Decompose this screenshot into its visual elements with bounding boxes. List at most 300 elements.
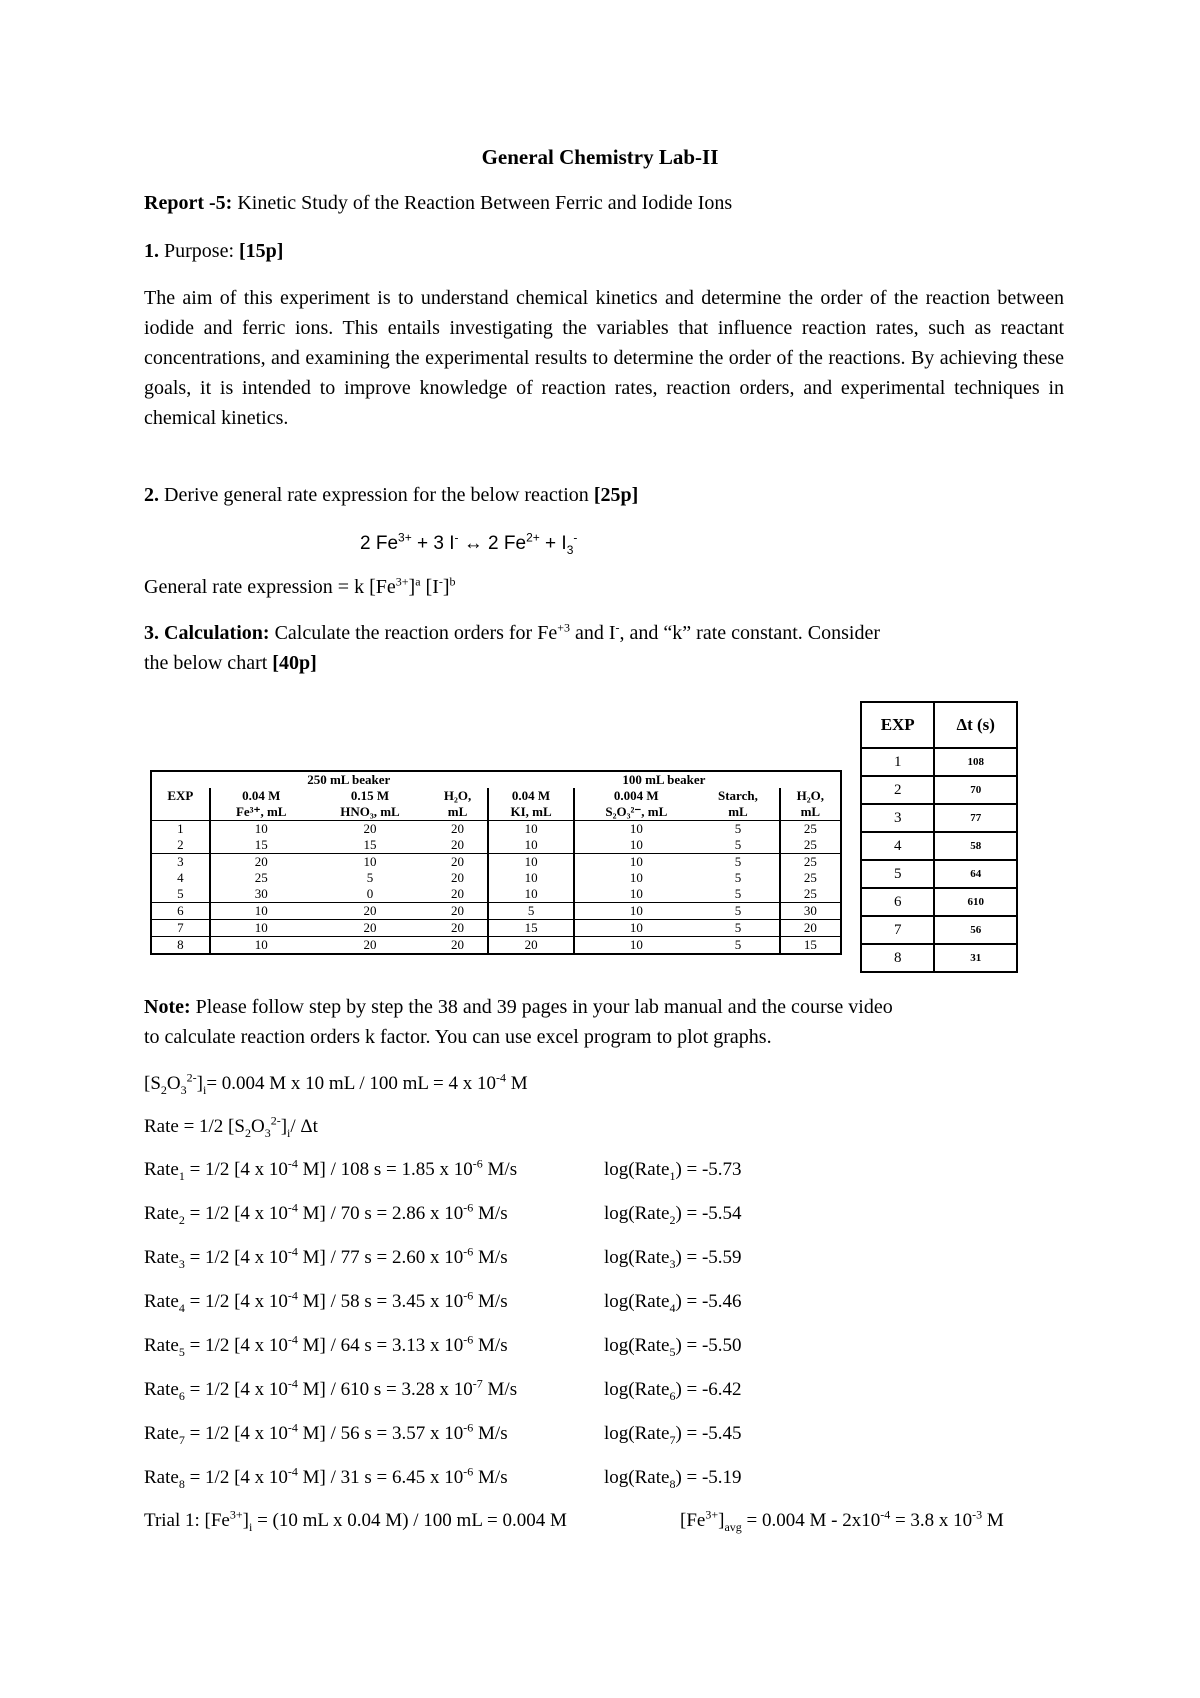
log-rate [604, 1467, 742, 1489]
rate-index: 7 [669, 1432, 676, 1447]
text: = 1/2 [4 x 10 [184, 1159, 288, 1180]
log-value: -5.50 [701, 1335, 742, 1356]
table-cell: 15 [488, 920, 575, 937]
column-header: EXP [151, 788, 210, 804]
rate-value: 3.45 [392, 1291, 426, 1312]
table-cell: 25 [780, 886, 841, 903]
text: s = [359, 1291, 393, 1312]
charge: 3+ [395, 574, 409, 589]
text: ) = [675, 1423, 702, 1444]
text: x 10 [425, 1203, 464, 1224]
table-row [151, 886, 841, 903]
table-cell: 15 [780, 937, 841, 955]
text: x 10 [425, 1247, 464, 1268]
text: ) = [675, 1203, 702, 1224]
table-row [151, 821, 841, 838]
table-cell: 20 [312, 920, 429, 937]
table-cell: 15 [363, 837, 377, 852]
section-text: Calculate the reaction orders for Fe [269, 622, 558, 644]
log-value: -5.59 [701, 1247, 742, 1268]
time-table [860, 701, 1018, 973]
rate-index: 2 [178, 1212, 185, 1227]
column-header: 0.04 M [488, 788, 575, 804]
time-table-row [861, 860, 1017, 888]
note-line-2: to calculate reaction orders k factor. You can use excel program to plot graphs. [144, 1026, 772, 1048]
table-cell: 30 [254, 886, 268, 901]
time-table-row [861, 832, 1017, 860]
text: x 10 [434, 1379, 473, 1400]
column-header-unit [151, 804, 210, 821]
text: Rate = 1/2 [S [144, 1116, 245, 1137]
text: ) = [675, 1467, 702, 1488]
exp-number: 7 [861, 916, 934, 944]
table-row [151, 920, 841, 937]
table-cell: 3 [151, 854, 210, 871]
text: M] / [297, 1203, 341, 1224]
table-cell: 20 [428, 870, 487, 886]
text: [Fe [680, 1510, 706, 1531]
exponent: -4 [287, 1464, 298, 1479]
section-number: 1. [144, 240, 159, 262]
group-header-250: 250 mL beaker [210, 771, 488, 788]
text: Rate [144, 1247, 179, 1268]
table-cell: 7 [151, 920, 210, 937]
time-value: 70 [340, 1203, 360, 1224]
table-cell: 2 [151, 837, 210, 854]
table-cell: 1 [151, 821, 210, 838]
table-cell: 25 [780, 854, 841, 871]
column-header: 0.004 M [574, 788, 697, 804]
column-header-unit: mL [428, 804, 487, 821]
rate-line [144, 1288, 742, 1315]
subscript: 2 [160, 1082, 167, 1097]
table-row [151, 837, 841, 854]
rate-line [144, 1200, 742, 1227]
exponent: -6 [463, 1332, 474, 1347]
product-i3: + I [539, 533, 567, 554]
rate-index: 5 [669, 1344, 676, 1359]
table-cell: 10 [210, 920, 312, 937]
text: x 10 [434, 1159, 473, 1180]
text: x 10 [425, 1467, 464, 1488]
note-text: Please follow step by step the 38 and 39 pages in your lab manual and the course video [190, 996, 893, 1018]
charge: 2+ [526, 530, 540, 545]
exp-number: 6 [861, 888, 934, 916]
rate-line [144, 1420, 742, 1447]
table-cell: 20 [210, 854, 312, 871]
text: O [250, 1116, 265, 1137]
table-cell: 5 [697, 903, 779, 920]
exp-number: 1 [861, 748, 934, 776]
text: M/s [473, 1247, 508, 1268]
text: M] / [297, 1423, 341, 1444]
group-header-100: 100 mL beaker [488, 771, 841, 788]
table-cell: 5 [734, 886, 742, 901]
exp-number: 5 [861, 860, 934, 888]
rate-index: 8 [669, 1476, 676, 1491]
text: ] [242, 1510, 249, 1531]
text: M] / [297, 1247, 341, 1268]
section-text: and I [570, 622, 616, 644]
table-cell: 10 [574, 920, 697, 937]
text: = 0.004 M - 2x10 [741, 1510, 881, 1531]
section-points: [15p] [239, 240, 284, 262]
report-label: Report -5: [144, 192, 233, 214]
charge: - [573, 530, 578, 545]
reagent-volume-table [150, 770, 842, 955]
charge: - [454, 530, 459, 545]
table-cell: 20 [312, 903, 429, 920]
log-rate [604, 1291, 742, 1313]
exponent: -6 [472, 1156, 483, 1171]
table-cell: 10 [254, 821, 268, 836]
note-line-1 [144, 996, 893, 1019]
text: [S [144, 1073, 161, 1094]
text: ] [718, 1510, 725, 1531]
reactant-i: + 3 I [411, 533, 455, 554]
log-value: -5.46 [701, 1291, 742, 1312]
text: ) = [675, 1335, 702, 1356]
column-header: Starch, [718, 788, 758, 803]
text: Rate [144, 1203, 179, 1224]
text: M] / [297, 1159, 341, 1180]
table-cell: 20 [488, 937, 575, 955]
time-value: 77 [934, 804, 1017, 832]
time-table-row [861, 748, 1017, 776]
text: / Δt [290, 1116, 318, 1137]
text: Rate [144, 1335, 179, 1356]
exponent: -7 [472, 1376, 483, 1391]
log-rate [604, 1379, 742, 1401]
time-table-row [861, 944, 1017, 972]
table-cell: 20 [428, 903, 487, 920]
column-header: 0.15 M [350, 788, 390, 803]
time-table-row [861, 776, 1017, 804]
thiosulfate-concentration [144, 1070, 528, 1097]
table-cell: 20 [428, 937, 487, 955]
table-cell: 0 [366, 886, 374, 901]
section-2-heading [144, 484, 638, 507]
rate-line [144, 1156, 742, 1183]
text: M/s [473, 1203, 508, 1224]
log-value: -5.73 [701, 1159, 742, 1180]
exponent: -4 [287, 1332, 298, 1347]
table-cell: 25 [780, 821, 841, 838]
table-cell: 10 [210, 937, 312, 955]
rate-index: 6 [669, 1388, 676, 1403]
text: ) = [675, 1159, 702, 1180]
column-header: H₂O, [780, 788, 841, 804]
text: = 1/2 [4 x 10 [184, 1203, 288, 1224]
rate-expression [144, 1156, 518, 1183]
table-cell: 10 [574, 870, 697, 886]
rate-line [144, 1332, 742, 1359]
table-cell: 20 [428, 854, 487, 871]
text: s = [359, 1467, 393, 1488]
section-text: the below chart [144, 652, 273, 674]
text: s = [359, 1247, 393, 1268]
time-value: 77 [340, 1247, 360, 1268]
text: = 1/2 [4 x 10 [184, 1379, 288, 1400]
text: x 10 [425, 1423, 464, 1444]
text: M] / [297, 1467, 341, 1488]
product-fe: ↔ 2 Fe [458, 533, 527, 554]
time-table-row [861, 888, 1017, 916]
table-row [151, 854, 841, 871]
text: = 0.004 M x 10 mL / 100 mL = 4 x 10 [206, 1073, 497, 1094]
text: ] [280, 1116, 288, 1137]
column-header: 0.04 M [242, 788, 281, 803]
bracket: ] [408, 576, 416, 598]
text: = 1/2 [4 x 10 [184, 1291, 288, 1312]
subscript: i [248, 1519, 253, 1534]
table-cell: 5 [697, 937, 779, 955]
table-cell: 4 [151, 870, 210, 886]
column-header: H₂O, [428, 788, 487, 804]
exponent: -4 [287, 1200, 298, 1215]
rate-index: 2 [669, 1212, 676, 1227]
text: Rate [144, 1467, 179, 1488]
text: Rate [144, 1159, 179, 1180]
subscript: 2 [244, 1125, 251, 1140]
text: s = [359, 1423, 393, 1444]
charge: 2- [270, 1113, 281, 1128]
log-rate [604, 1203, 742, 1225]
time-value: 64 [340, 1335, 360, 1356]
column-header-unit: KI, mL [488, 804, 575, 821]
section-1-heading [144, 240, 283, 263]
text: Trial 1: [Fe [144, 1510, 230, 1531]
bracket: ] [442, 576, 450, 598]
log-rate [604, 1423, 742, 1445]
time-value: 108 [340, 1159, 370, 1180]
table-cell: 5 [734, 837, 742, 852]
time-value: 64 [934, 860, 1017, 888]
table-cell: 25 [254, 870, 268, 885]
exponent: -4 [287, 1244, 298, 1259]
table-cell: 25 [780, 870, 841, 886]
subscript: avg [724, 1519, 742, 1534]
rate-line [144, 1464, 742, 1491]
section-number: 3. Calculation: [144, 622, 270, 644]
table-cell: 20 [363, 821, 377, 836]
exponent: -3 [972, 1507, 983, 1522]
log-value: -5.19 [701, 1467, 742, 1488]
time-value: 610 [340, 1379, 370, 1400]
log-rate [604, 1247, 742, 1269]
exponent: -4 [287, 1156, 298, 1171]
charge: 3+ [229, 1507, 243, 1522]
rate-value: 3.13 [392, 1335, 426, 1356]
time-value: 58 [934, 832, 1017, 860]
text: log(Rate [604, 1423, 670, 1444]
rate-expression [144, 1376, 518, 1403]
exp-number: 4 [861, 832, 934, 860]
rate-line [144, 1376, 742, 1403]
reactant-fe: 2 Fe [360, 533, 399, 554]
table-cell: 20 [428, 821, 487, 838]
text: ] [196, 1073, 203, 1094]
text: log(Rate [604, 1247, 670, 1268]
rate-index: 3 [178, 1256, 185, 1271]
exp-number: 3 [861, 804, 934, 832]
exponent: -6 [463, 1420, 474, 1435]
text: log(Rate [604, 1203, 670, 1224]
time-value: 31 [934, 944, 1017, 972]
rate-index: 1 [178, 1168, 185, 1183]
exponent: -4 [287, 1376, 298, 1391]
text: s = [369, 1379, 402, 1400]
text: M/s [473, 1423, 508, 1444]
table-cell: 10 [312, 854, 429, 871]
rate-expression [144, 1200, 508, 1227]
table-cell: 5 [734, 821, 742, 836]
text: x 10 [425, 1291, 464, 1312]
table-cell: 10 [488, 837, 575, 854]
text: log(Rate [604, 1291, 670, 1312]
rate-line [144, 1244, 742, 1271]
text: s = [359, 1335, 393, 1356]
section-title: Purpose: [159, 240, 239, 262]
rate-value: 1.85 [401, 1159, 435, 1180]
rate-definition [144, 1113, 318, 1140]
text: Rate [144, 1423, 179, 1444]
time-value: 56 [340, 1423, 360, 1444]
text: M [982, 1510, 1004, 1531]
table-cell: 25 [780, 837, 841, 854]
table-cell: 10 [210, 903, 312, 920]
table-cell: 20 [312, 937, 429, 955]
text: M] / [297, 1335, 341, 1356]
table-cell: 10 [574, 886, 697, 903]
text: M/s [473, 1335, 508, 1356]
group-spacer [151, 771, 210, 788]
time-table-row [861, 804, 1017, 832]
rate-expression-text: General rate expression = k [Fe [144, 576, 396, 598]
rate-value: 2.86 [392, 1203, 426, 1224]
table-cell: 10 [574, 854, 697, 871]
section-3-heading [144, 622, 880, 645]
subscript: i [202, 1082, 207, 1097]
time-value: 108 [934, 748, 1017, 776]
subscript: 3 [180, 1082, 187, 1097]
text: log(Rate [604, 1335, 670, 1356]
log-value: -5.45 [701, 1423, 742, 1444]
text: = 3.8 x 10 [890, 1510, 973, 1531]
table-cell: 10 [574, 821, 697, 838]
time-table-header-dt: Δt (s) [934, 702, 1017, 748]
text: M/s [482, 1379, 518, 1400]
table-cell: 8 [151, 937, 210, 955]
text: = 1/2 [4 x 10 [184, 1247, 288, 1268]
section-text: , and “k” rate constant. Consider [619, 622, 881, 644]
exponent: -4 [287, 1288, 298, 1303]
text: ) = [675, 1379, 702, 1400]
table-cell: 10 [574, 937, 697, 955]
table-cell: 30 [780, 903, 841, 920]
section-number: 2. [144, 484, 159, 506]
time-value: 58 [340, 1291, 360, 1312]
charge: 3+ [705, 1507, 719, 1522]
log-value: -5.54 [701, 1203, 742, 1224]
section-points: [40p] [272, 652, 317, 674]
rate-value: 6.45 [392, 1467, 426, 1488]
table-cell: 20 [780, 920, 841, 937]
table-cell: 10 [488, 870, 575, 886]
table-cell: 10 [488, 821, 575, 838]
text: O [166, 1073, 181, 1094]
report-title: Kinetic Study of the Reaction Between Ferric and Iodide Ions [232, 192, 733, 214]
column-header-unit: HNO₃, mL [312, 804, 429, 821]
charge: - [438, 574, 443, 589]
exponent: -6 [463, 1200, 474, 1215]
time-table-header-exp: EXP [861, 702, 934, 748]
rate-value: 2.60 [392, 1247, 426, 1268]
table-cell: 20 [428, 886, 487, 903]
table-cell: 5 [488, 903, 575, 920]
charge: +3 [557, 620, 570, 635]
rate-value: 3.57 [392, 1423, 426, 1444]
text: s = [359, 1203, 393, 1224]
rate-index: 3 [669, 1256, 676, 1271]
exponent: -6 [463, 1244, 474, 1259]
table-cell: 20 [428, 920, 487, 937]
text: x 10 [425, 1335, 464, 1356]
text: s = [369, 1159, 402, 1180]
purpose-paragraph: The aim of this experiment is to understand chemical kinetics and determine the order of the reaction between iodide and ferric ions. This entails investigating the variables that influence reaction rates, such as reactant concentrations, and examining the experimental results to determine the order of the reactions. By achieving these goals, it is intended to improve knowledge of reaction rates, reaction orders, and experimental techniques in chemical kinetics. [144, 287, 1064, 429]
rate-index: 7 [178, 1432, 185, 1447]
text: = 1/2 [4 x 10 [184, 1467, 288, 1488]
text: ) = [675, 1291, 702, 1312]
exponent: -4 [880, 1507, 891, 1522]
text: = 1/2 [4 x 10 [184, 1335, 288, 1356]
log-value: -6.42 [701, 1379, 742, 1400]
column-header-unit: mL [697, 804, 779, 821]
rate-expression [144, 1464, 508, 1491]
exponent: -6 [463, 1464, 474, 1479]
table-cell: 5 [366, 870, 374, 885]
table-cell: 10 [574, 903, 697, 920]
rate-expression [144, 1420, 508, 1447]
time-table-row [861, 916, 1017, 944]
time-value: 56 [934, 916, 1017, 944]
table-cell: 20 [428, 837, 487, 854]
exponent: -4 [496, 1070, 507, 1085]
text: M/s [473, 1291, 508, 1312]
fe-average [680, 1507, 1004, 1534]
trial-1-line [144, 1507, 1004, 1534]
log-rate [604, 1159, 742, 1181]
rate-index: 4 [178, 1300, 185, 1315]
text: log(Rate [604, 1379, 670, 1400]
table-cell: 6 [151, 903, 210, 920]
section-points: [25p] [593, 484, 639, 506]
rate-index: 8 [178, 1476, 185, 1491]
subscript: 3 [566, 542, 574, 557]
iodide: [I [420, 576, 439, 598]
table-cell: 5 [697, 920, 779, 937]
text: log(Rate [604, 1467, 670, 1488]
table-cell: 5 [697, 854, 779, 871]
rate-index: 6 [178, 1388, 185, 1403]
log-rate [604, 1335, 742, 1357]
table-cell: 10 [574, 837, 697, 854]
table-row [151, 870, 841, 886]
column-header-unit: Fe³⁺, mL [210, 804, 312, 821]
rate-expression [144, 1244, 508, 1271]
rate-expression [144, 576, 456, 599]
rate-expression [144, 1288, 508, 1315]
